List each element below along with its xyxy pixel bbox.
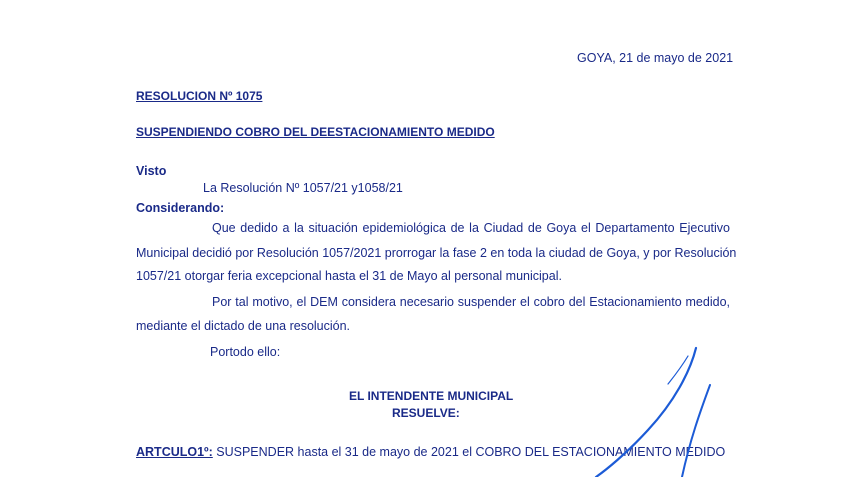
articulo-text: SUSPENDER hasta el 31 de mayo de 2021 el COBRO DEL ESTACIONAMIENTO MEDIDO (212, 445, 726, 459)
considerando-line-1: Que dedido a la situación epidemiológica de la Ciudad de Goya el Departamento Ejecutivo (212, 221, 730, 235)
considerando-line-3: 1057/21 otorgar feria excepcional hasta el 31 de Mayo al personal municipal. (136, 269, 562, 283)
intendente-heading: EL INTENDENTE MUNICIPAL (349, 389, 514, 403)
porto-line: Portodo ello: (210, 345, 281, 359)
considerando-line-2: Municipal decidió por Resolución 1057/2021 prorrogar la fase 2 en toda la ciudad de Goya, y por Resolución (136, 246, 737, 260)
visto-heading: Visto (136, 164, 167, 178)
document-date: GOYA, 21 de mayo de 2021 (577, 51, 734, 65)
resolution-title: RESOLUCION Nº 1075 (136, 89, 263, 103)
resuelve-heading: RESUELVE: (392, 406, 460, 420)
articulo-label: ARTCULO1º: (136, 445, 213, 459)
articulo-1 (136, 444, 725, 460)
considerando-line-4: Por tal motivo, el DEM considera necesario suspender el cobro del Estacionamiento medido, (212, 295, 730, 309)
visto-text: La Resolución Nº 1057/21 y1058/21 (203, 181, 403, 195)
considerando-line-5: mediante el dictado de una resolución. (136, 319, 351, 333)
resolution-subject: SUSPENDIENDO COBRO DEL DEESTACIONAMIENTO MEDIDO (136, 125, 495, 139)
considerando-heading: Considerando: (136, 201, 225, 215)
